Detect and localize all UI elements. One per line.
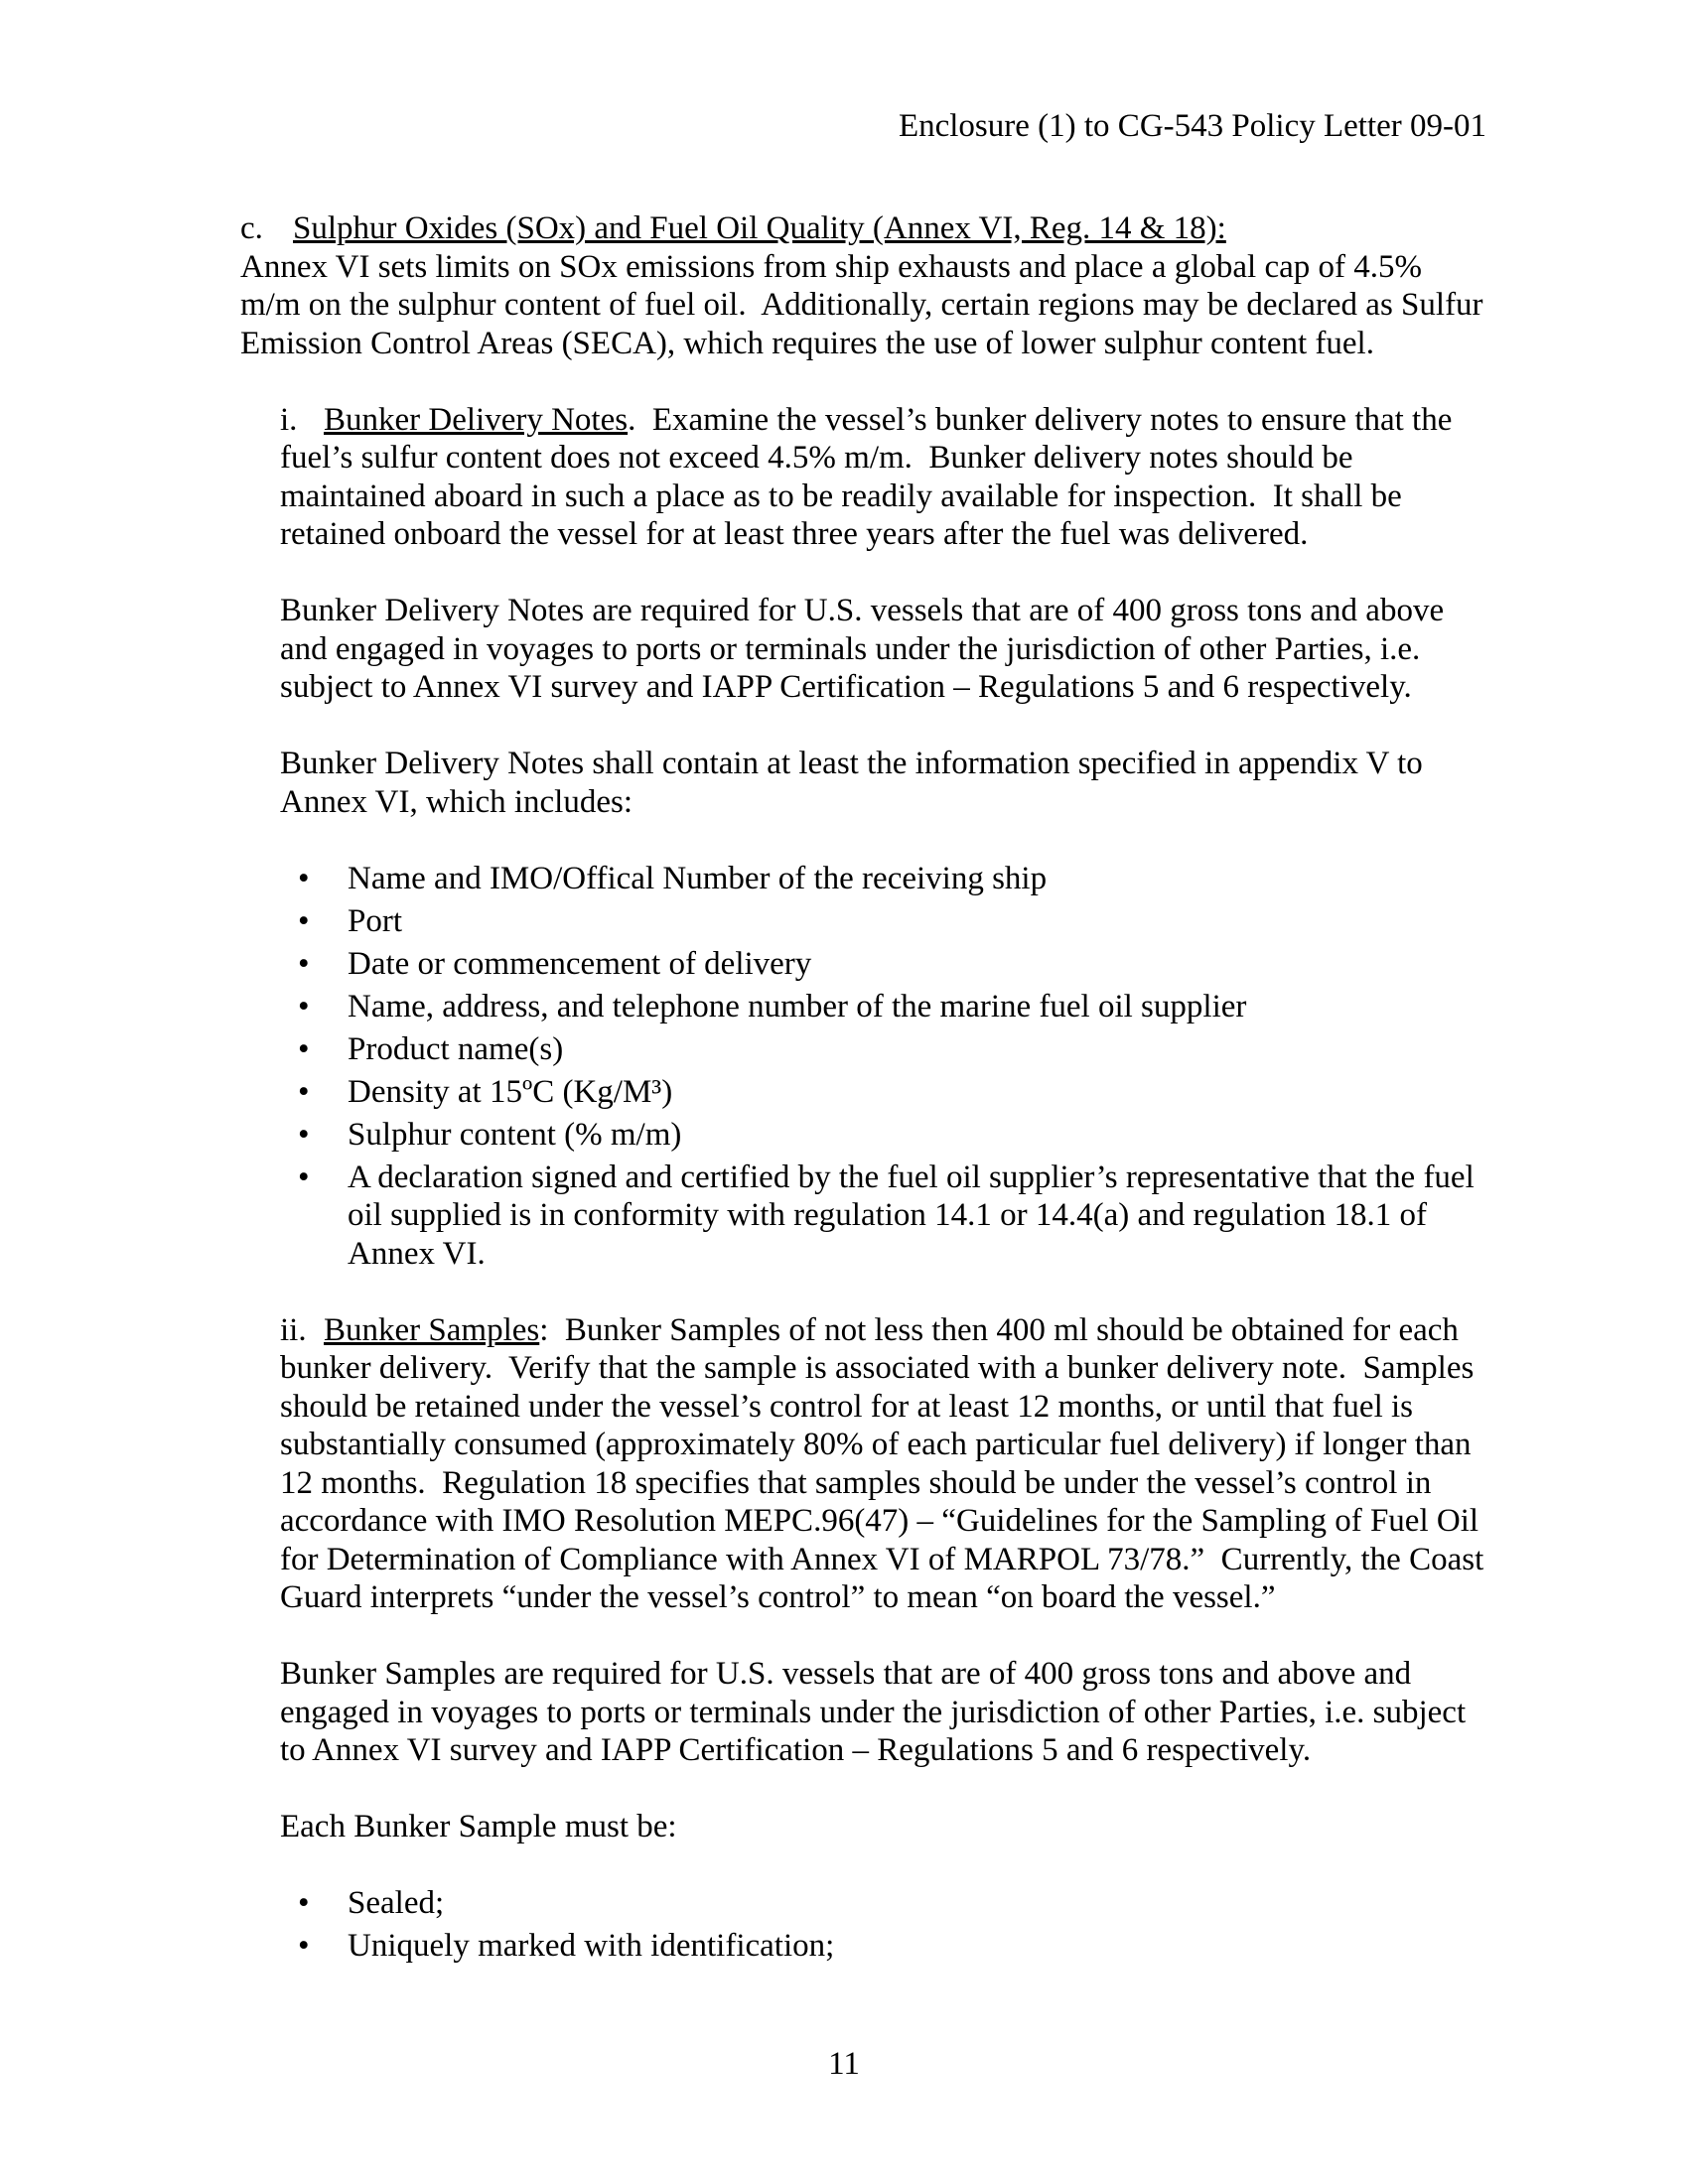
list-item xyxy=(298,1073,1486,1112)
page-header: Enclosure (1) to CG-543 Policy Letter 09-01 xyxy=(898,108,1486,144)
list-item-text: Uniquely marked with identification; xyxy=(348,1928,835,1964)
list-item-text: Density at 15ºC (Kg/M³) xyxy=(348,1073,673,1110)
item-i-body: . Examine the vessel’s bunker delivery notes to ensure that the fuel’s sulfur content does not exceed 4.5% m/m. Bunker delivery notes should be maintained aboard in such a place as to be readily available for inspection. It shall be retained onboard the vessel for at least three years after the fuel was delivered. xyxy=(280,401,1461,552)
bullet-icon: • xyxy=(298,902,310,939)
list-item xyxy=(298,988,1486,1026)
page-number: 11 xyxy=(828,2046,860,2082)
list-item-text: Sealed; xyxy=(348,1885,445,1921)
bullet-icon: • xyxy=(298,860,310,896)
item-i-required-paragraph: Bunker Delivery Notes are required for U.S. vessels that are of 400 gross tons and above and engaged in voyages to ports or terminals under the jurisdiction of other Parties, i.e. subject to Annex VI survey and IAPP Certification – Regulations 5 and 6 respectively. xyxy=(280,593,1453,705)
list-item xyxy=(298,1030,1486,1069)
list-item-text: Port xyxy=(348,902,403,939)
section-c-title: Sulphur Oxides (SOx) and Fuel Oil Quality (Annex VI, Reg. 14 & 18): xyxy=(293,210,1226,246)
list-item xyxy=(298,860,1486,898)
item-i-title: Bunker Delivery Notes xyxy=(324,401,629,438)
item-ii-each-sample-paragraph: Each Bunker Sample must be: xyxy=(280,1809,677,1844)
bullet-icon: • xyxy=(298,1885,310,1921)
item-ii-body: : Bunker Samples of not less then 400 ml should be obtained for each bunker delivery. Verify that the sample is associated with a bunker delivery note. Samples should be retained under the vessel’s control for at least 12 months, or until that fuel is substantially consumed (approximately 80% of each particular fuel delivery) if longer than 12 months. Regulation 18 specifies that samples should be under the vessel’s control in accordance with IMO Resolution MEPC.96(47) – “Guidelines for the Sampling of Fuel Oil for Determination of Compliance with Annex VI of MARPOL 73/78.” Currently, the Coast Guard interprets “under the vessel’s control” to mean “on board the vessel.” xyxy=(280,1311,1492,1615)
bullet-icon: • xyxy=(298,1116,310,1153)
item-i-label: i. xyxy=(280,401,298,438)
section-c-intro-paragraph: Annex VI sets limits on SOx emissions from ship exhausts and place a global cap of 4.5% m/m on the sulphur content of fuel oil. Additionally, certain regions may be declared as Sulfur Emission Control Areas (SECA), which requires the use of lower sulphur content fuel. xyxy=(240,248,1491,361)
list-item xyxy=(298,1884,1486,1923)
item-i-contents-paragraph: Bunker Delivery Notes shall contain at least the information specified in appendix V to Annex VI, which includes: xyxy=(280,746,1430,820)
item-ii-required-paragraph: Bunker Samples are required for U.S. vessels that are of 400 gross tons and above and engaged in voyages to ports or terminals under the jurisdiction of other Parties, i.e. subject to Annex VI survey and IAPP Certification – Regulations 5 and 6 respectively. xyxy=(280,1656,1475,1768)
bullet-icon: • xyxy=(298,1030,310,1067)
item-ii-paragraph xyxy=(280,1311,1492,1617)
item-ii-label: ii. xyxy=(280,1311,307,1348)
bullet-icon: • xyxy=(298,988,310,1024)
item-i-block xyxy=(280,401,1486,822)
list-item-text: A declaration signed and certified by the fuel oil supplier’s representative that the fuel oil supplied is in conformity with regulation 14.1 or 14.4(a) and regulation 18.1 of Annex VI. xyxy=(348,1159,1482,1272)
list-item-text: Date or commencement of delivery xyxy=(348,945,812,982)
list-item-text: Product name(s) xyxy=(348,1030,564,1067)
list-item xyxy=(298,1116,1486,1155)
list-item-text: Name and IMO/Offical Number of the receiving ship xyxy=(348,860,1048,896)
list-item-text: Name, address, and telephone number of the marine fuel oil supplier xyxy=(348,988,1247,1024)
bullet-icon: • xyxy=(298,945,310,982)
list-item xyxy=(298,945,1486,984)
section-c-heading xyxy=(240,209,1486,248)
list-item xyxy=(298,902,1486,941)
item-ii-block xyxy=(280,1311,1492,1846)
section-c-label: c. xyxy=(240,210,263,246)
bunker-sample-list xyxy=(240,1884,1486,1966)
bullet-icon: • xyxy=(298,1073,310,1110)
bullet-icon: • xyxy=(298,1159,310,1195)
item-i-paragraph xyxy=(280,401,1486,554)
list-item-text: Sulphur content (% m/m) xyxy=(348,1116,682,1153)
list-item xyxy=(298,1927,1486,1966)
document-body xyxy=(240,209,1492,2003)
list-item xyxy=(298,1159,1486,1274)
bunker-delivery-note-list xyxy=(240,860,1486,1274)
bullet-icon: • xyxy=(298,1928,310,1964)
item-ii-title: Bunker Samples xyxy=(324,1311,540,1348)
